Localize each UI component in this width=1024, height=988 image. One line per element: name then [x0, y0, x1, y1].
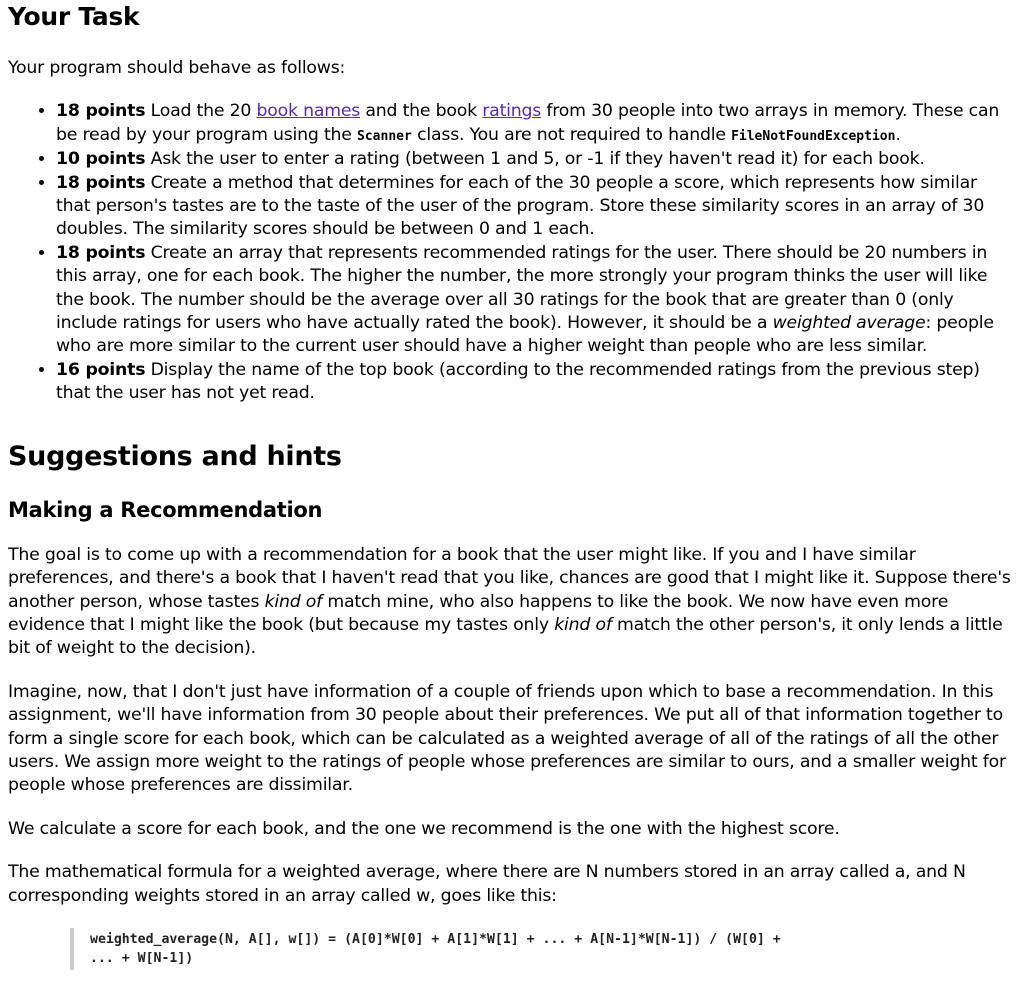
- paragraph-calculate: We calculate a score for each book, and the one we recommend is the one with the highest score.: [8, 818, 840, 839]
- book-names-link[interactable]: book names: [256, 101, 361, 122]
- weighted-average-formula: weighted_average(N, A[], w[]) = (A[0]*W[0] + A[1]*W[1] + ... + A[N-1]*W[N-1]) / (W[0] + ... + W[N-1]): [90, 931, 781, 966]
- task-item-load: • 18 points Load the 20 book names and the book ratings from 30 people into two arrays in memory. These can be read by your program using the Scanner class. You are not required to handle FileNotFoundException.: [56, 100, 1016, 148]
- points-label: 10 points: [56, 149, 146, 170]
- document: [0, 2, 1024, 970]
- filenotfound-code: FileNotFoundException: [731, 128, 896, 144]
- paragraph-imagine: Imagine, now, that I don't just have information of a couple of friends upon which to base a recommendation. In this assignment, we'll have information from 30 people about their preferences. We put all of that information together to form a single score for each book, which can be calculated as a weighted average of all of the ratings of all the other users. We assign more weight to the ratings of people whose preferences are similar to ours, and a smaller weight for people whose preferences are dissimilar.: [8, 681, 1006, 796]
- formula-block: [70, 928, 930, 970]
- paragraph-goal: The goal is to come up with a recommendation for a book that the user might like. If you and I have similar preferences, and there's a book that I haven't read that you like, chances are good that I might like it. Suppose there's another person, whose tastes kind of match mine, who also happens to like the book. We now have even more evidence that I might like the book (but because my tastes only kind of match the other person's, it only lends a little bit of weight to the decision).: [8, 544, 1011, 659]
- ratings-link[interactable]: ratings: [482, 101, 542, 122]
- scanner-code: Scanner: [357, 128, 412, 144]
- points-label: 18 points: [56, 172, 146, 193]
- points-label: 18 points: [56, 242, 146, 263]
- task-item-recommend: • 18 points Create an array that represents recommended ratings for the user. There should be 20 numbers in this array, one for each book. The higher the number, the more strongly your program thinks the user will like the book. The number should be the average over all 30 ratings for the book that are greater than 0 (only include ratings for users who have actually rated the book). However, it should be a weighted average: people who are more similar to the current user should have a higher weight than people who are less similar.: [56, 242, 1016, 359]
- suggestions-heading: Suggestions and hints: [8, 440, 342, 472]
- task-intro: Your program should behave as follows:: [8, 58, 346, 78]
- points-label: 16 points: [56, 359, 146, 380]
- task-item-similarity: • 18 points Create a method that determines for each of the 30 people a score, which represents how similar that person's tastes are to the taste of the user of the program. Store these similarity scores in an array of 30 doubles. The similarity scores should be between 0 and 1 each.: [56, 172, 1016, 242]
- paragraph-formula-intro: The mathematical formula for a weighted average, where there are N numbers stored in an array called a, and N corresponding weights stored in an array called w, goes like this:: [8, 862, 966, 906]
- task-item-display: • 16 points Display the name of the top book (according to the recommended ratings from the previous step) that the user has not yet read.: [56, 359, 1016, 406]
- task-list: [8, 100, 1016, 405]
- points-label: 18 points: [56, 101, 146, 122]
- making-recommendation-heading: Making a Recommendation: [8, 497, 323, 522]
- your-task-heading: Your Task: [8, 2, 140, 31]
- task-item-ask: • 10 points Ask the user to enter a rating (between 1 and 5, or -1 if they haven't read it) for each book.: [56, 148, 1016, 171]
